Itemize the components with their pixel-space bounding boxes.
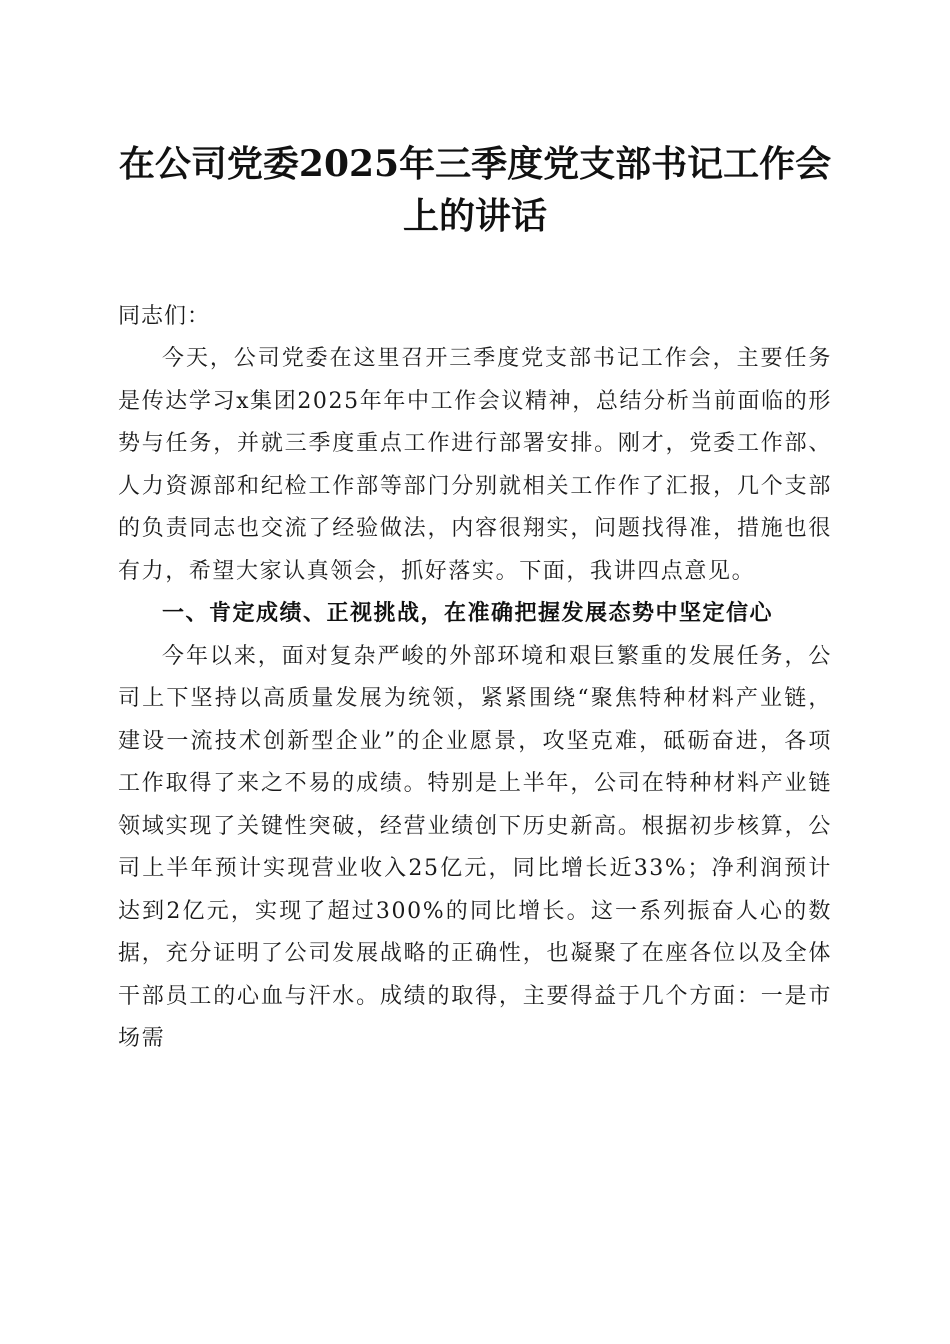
- intro-paragraph: 今天，公司党委在这里召开三季度党支部书记工作会，主要任务是传达学习x集团2025年年中工作会议精神，总结分析当前面临的形势与任务，并就三季度重点工作进行部署安排。刚才，党委工作部、人力资源部和纪检工作部等部门分别就相关工作作了汇报，几个支部的负责同志也交流了经验做法，内容很翔实，问题找得准，措施也很有力，希望大家认真领会，抓好落实。下面，我讲四点意见。: [118, 346, 832, 584]
- document-title: 在公司党委2025年三季度党支部书记工作会上的讲话: [118, 143, 832, 237]
- salutation: 同志们：: [118, 304, 211, 329]
- section-heading-1: 一、肯定成绩、正视挑战，在准确把握发展态势中坚定信心: [162, 601, 774, 626]
- section-1-paragraph: 今年以来，面对复杂严峻的外部环境和艰巨繁重的发展任务，公司上下坚持以高质量发展为统领，紧紧围绕“聚焦特种材料产业链，建设一流技术创新型企业”的企业愿景，攻坚克难，砥砺奋进，各项工作取得了来之不易的成绩。特别是上半年，公司在特种材料产业链领域实现了关键性突破，经营业绩创下历史新高。根据初步核算，公司上半年预计实现营业收入25亿元，同比增长近33%；净利润预计达到2亿元，实现了超过300%的同比增长。这一系列振奋人心的数据，充分证明了公司发展战略的正确性，也凝聚了在座各位以及全体干部员工的心血与汗水。成绩的取得，主要得益于几个方面：一是市场需: [118, 643, 832, 1051]
